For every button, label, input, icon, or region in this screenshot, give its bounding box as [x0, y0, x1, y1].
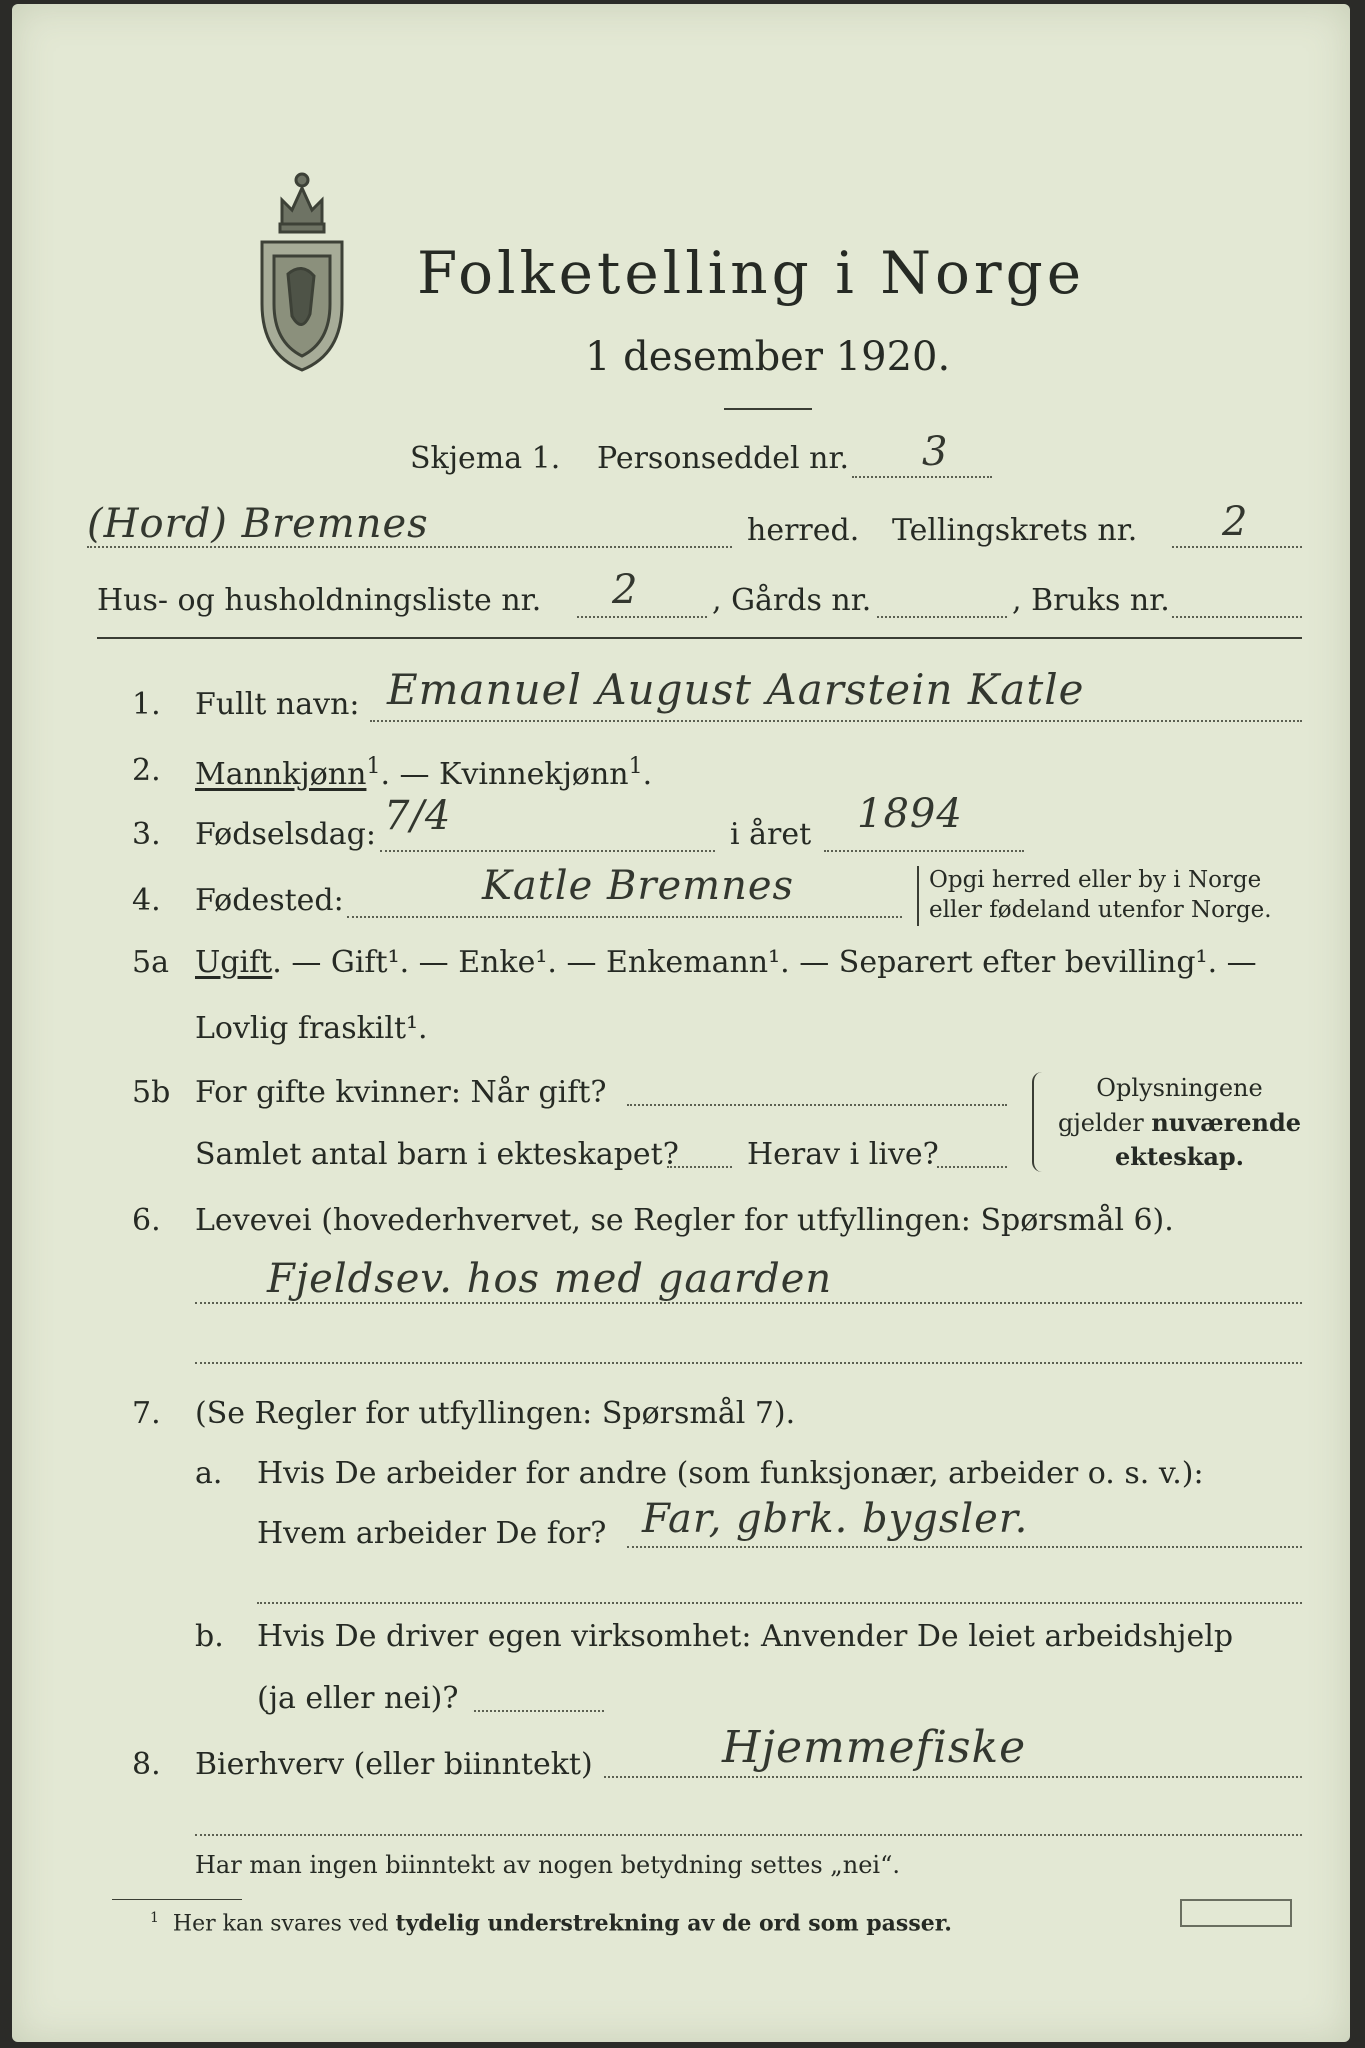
q1-number: 1. [132, 687, 161, 722]
q3-birthdate-value[interactable]: 7/4 [384, 793, 452, 839]
q4-note: Opgi herred eller by i Norge eller fødeland utenfor Norge. [917, 866, 1272, 926]
q3-label: Fødselsdag: [195, 817, 376, 852]
husliste-line [577, 616, 707, 618]
tellingskrets-value[interactable]: 2 [1222, 499, 1249, 545]
form-title: Folketelling i Norge [417, 239, 1086, 307]
q3-date-line [380, 850, 715, 852]
herred-line [87, 546, 732, 548]
q5b-note: Oplysningene gjelder nuværende ekteskap. [1057, 1074, 1302, 1172]
q7a-question: Hvem arbeider De for? [257, 1516, 607, 1551]
tellingskrets-label: Tellingskrets nr. [892, 513, 1138, 548]
skjema-label: Skjema 1. [410, 441, 561, 476]
q5b-brace [1032, 1072, 1044, 1172]
census-date: 1 desember 1920. [585, 334, 951, 380]
q7a-line-1 [627, 1546, 1302, 1548]
title-divider [724, 408, 812, 410]
q2-gender-options: Mannkjønn$^1$. — Kvinnekjønn$^1$. [195, 754, 653, 792]
q7a-employer-value[interactable]: Far, gbrk. bygsler. [642, 1496, 1029, 1542]
husliste-label: Hus- og husholdningsliste nr. [97, 583, 542, 618]
q5b-when-married-line [627, 1104, 1007, 1106]
q6-line-2 [195, 1362, 1302, 1364]
q8-line-2 [195, 1834, 1302, 1836]
q8-label: Bierhverv (eller biinntekt) [195, 1747, 593, 1782]
gards-line [877, 616, 1007, 618]
q5b-children-line [667, 1166, 732, 1168]
q1-label: Fullt navn: [195, 687, 360, 722]
q7a-number: a. [195, 1456, 223, 1491]
q1-fullname-value[interactable]: Emanuel August Aarstein Katle [387, 665, 1085, 714]
q7b-line [474, 1710, 604, 1712]
q5b-label-children: Samlet antal barn i ekteskapet? [195, 1137, 679, 1172]
herred-label: herred. [747, 513, 860, 548]
q7b-label: Hvis De driver egen virksomhet: Anvender De leiet arbeidshjelp [257, 1619, 1234, 1654]
q7b-number: b. [195, 1619, 224, 1654]
herred-value[interactable]: (Hord) Bremnes [87, 501, 429, 547]
q7a-line-2 [257, 1602, 1302, 1604]
header-separator [97, 637, 1302, 639]
q2-number: 2. [132, 753, 161, 788]
q5b-label-alive: Herav i live? [747, 1137, 939, 1172]
norway-coat-of-arms-icon [252, 164, 352, 374]
q3-birthyear-value[interactable]: 1894 [857, 791, 963, 837]
q6-occupation-value[interactable]: Fjeldsev. hos med gaarden [267, 1256, 833, 1302]
bruks-line [1172, 616, 1302, 618]
q5b-alive-line [937, 1166, 1007, 1168]
tellingskrets-line [1172, 546, 1302, 548]
q4-number: 4. [132, 883, 161, 918]
footnote: $^1$ Her kan svares ved tydelig understrekning av de ord som passer. [150, 1910, 952, 1937]
q5b-label-when-married: For gifte kvinner: Når gift? [195, 1075, 607, 1110]
q6-label: Levevei (hovederhvervet, se Regler for utfyllingen: Spørsmål 6). [195, 1203, 1174, 1238]
q4-birthplace-value[interactable]: Katle Bremnes [482, 863, 795, 909]
q7-label: (Se Regler for utfyllingen: Spørsmål 7). [195, 1396, 796, 1431]
q5a-other-options[interactable]: . — Gift¹. — Enke¹. — Enkemann¹. — Separert efter bevilling¹. — [272, 945, 1257, 980]
q1-line [370, 720, 1302, 722]
q4-line [347, 916, 902, 918]
personseddel-line [852, 476, 992, 478]
q5a-ugift-option[interactable]: Ugift [195, 945, 273, 980]
q2-mannkjonn-option[interactable]: Mannkjønn [195, 757, 367, 792]
q4-label: Fødested: [195, 883, 344, 918]
gards-label: , Gårds nr. [712, 583, 872, 618]
personseddel-value[interactable]: 3 [922, 429, 949, 475]
husliste-value[interactable]: 2 [612, 567, 639, 613]
q5a-fraskilt-option[interactable]: Lovlig fraskilt¹. [195, 1011, 428, 1046]
personseddel-label: Personseddel nr. [597, 441, 850, 476]
bruks-label: , Bruks nr. [1012, 583, 1170, 618]
printer-stamp [1180, 1899, 1292, 1927]
q3-year-label: i året [730, 817, 812, 852]
q8-line-1 [604, 1776, 1302, 1778]
q8-number: 8. [132, 1747, 161, 1782]
q6-line-1 [195, 1302, 1302, 1304]
q3-number: 3. [132, 817, 161, 852]
q7b-question: (ja eller nei)? [257, 1681, 459, 1716]
census-form-sheet [12, 4, 1350, 2042]
footnote-rule [112, 1899, 242, 1900]
q6-number: 6. [132, 1203, 161, 1238]
q3-year-line [824, 850, 1024, 852]
q8-secondary-income-value[interactable]: Hjemmefiske [722, 1722, 1027, 1773]
q7-number: 7. [132, 1396, 161, 1431]
q5b-number: 5b [132, 1075, 171, 1110]
q2-kvinnekjonn-option[interactable]: . — Kvinnekjønn [380, 757, 629, 792]
q5a-number: 5a [132, 945, 169, 980]
nei-note: Har man ingen biinntekt av nogen betydning settes „nei“. [195, 1851, 900, 1879]
q5a-marital-options [195, 945, 1257, 980]
q7a-label: Hvis De arbeider for andre (som funksjonær, arbeider o. s. v.): [257, 1456, 1204, 1491]
